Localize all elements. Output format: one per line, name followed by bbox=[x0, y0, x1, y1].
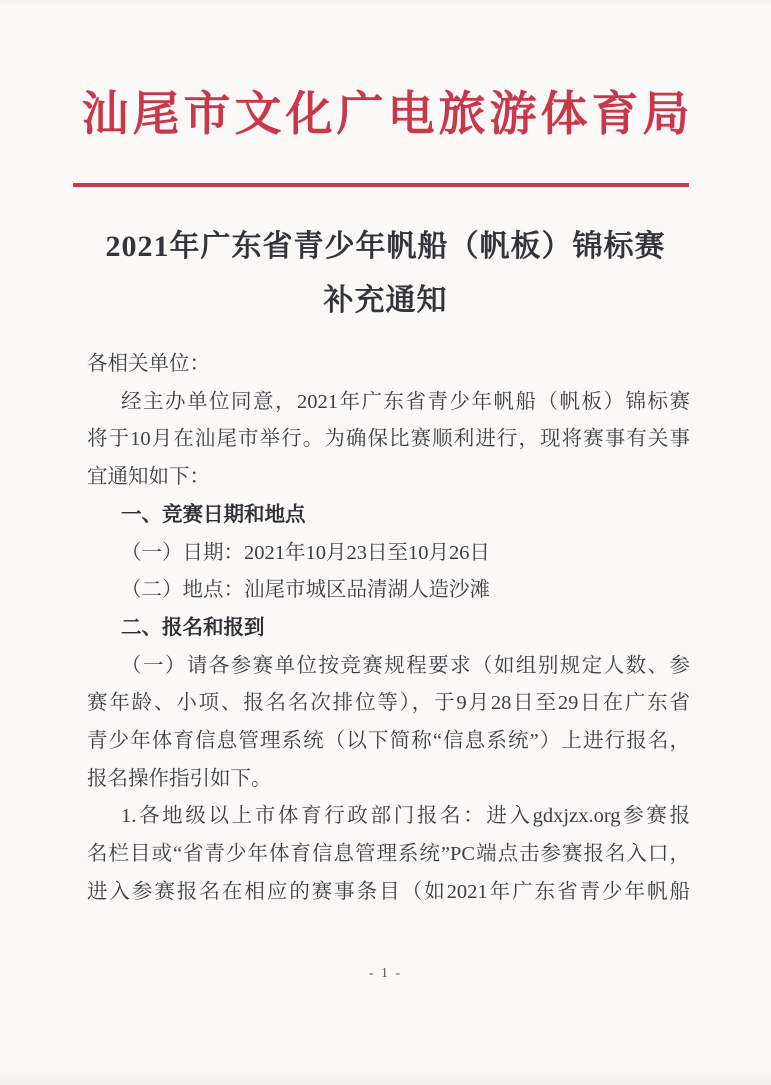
body-line: 将于10月在汕尾市举行。为确保比赛顺利进行，现将赛事有关事 bbox=[87, 428, 690, 451]
document-title-line2: 补充通知 bbox=[323, 284, 448, 317]
scan-edge-top bbox=[0, 0, 771, 6]
body-line: 报名操作指引如下。 bbox=[87, 767, 272, 790]
document-title bbox=[84, 220, 687, 328]
letterhead-red-divider bbox=[73, 183, 689, 187]
body-line: 名栏目或“省青少年体育信息管理系统”PC端点击参赛报名入口， bbox=[87, 843, 690, 866]
body-line: 经主办单位同意，2021年广东省青少年帆船（帆板）锦标赛 bbox=[121, 390, 690, 413]
salutation: 各相关单位： bbox=[87, 353, 210, 375]
body-line: （一）请各参赛单位按竞赛规程要求（如组别规定人数、参 bbox=[121, 654, 690, 677]
document-body bbox=[87, 346, 690, 912]
document-title-line1: 2021年广东省青少年帆船（帆板）锦标赛 bbox=[105, 230, 666, 263]
body-line: 宜通知如下： bbox=[87, 466, 210, 489]
section-heading: 二、报名和报到 bbox=[121, 616, 265, 639]
body-line: 1.各地级以上市体育行政部门报名：进入gdxjzx.org参赛报 bbox=[121, 805, 690, 828]
section-heading: 一、竞赛日期和地点 bbox=[121, 503, 306, 526]
body-line: 青少年体育信息管理系统（以下简称“信息系统”）上进行报名， bbox=[87, 730, 690, 753]
body-line: （一）日期：2021年10月23日至10月26日 bbox=[121, 541, 490, 564]
body-line: （二）地点：汕尾市城区品清湖人造沙滩 bbox=[121, 579, 490, 602]
page-number: - 1 - bbox=[368, 966, 403, 981]
body-line: 进入参赛报名在相应的赛事条目（如2021年广东省青少年帆船 bbox=[87, 880, 690, 903]
scan-edge-bottom bbox=[0, 1071, 771, 1085]
body-line: 赛年龄、小项、报名名次排位等），于9月28日至29日在广东省 bbox=[87, 692, 690, 715]
letterhead-org-name: 汕尾市文化广电旅游体育局 bbox=[81, 89, 694, 141]
